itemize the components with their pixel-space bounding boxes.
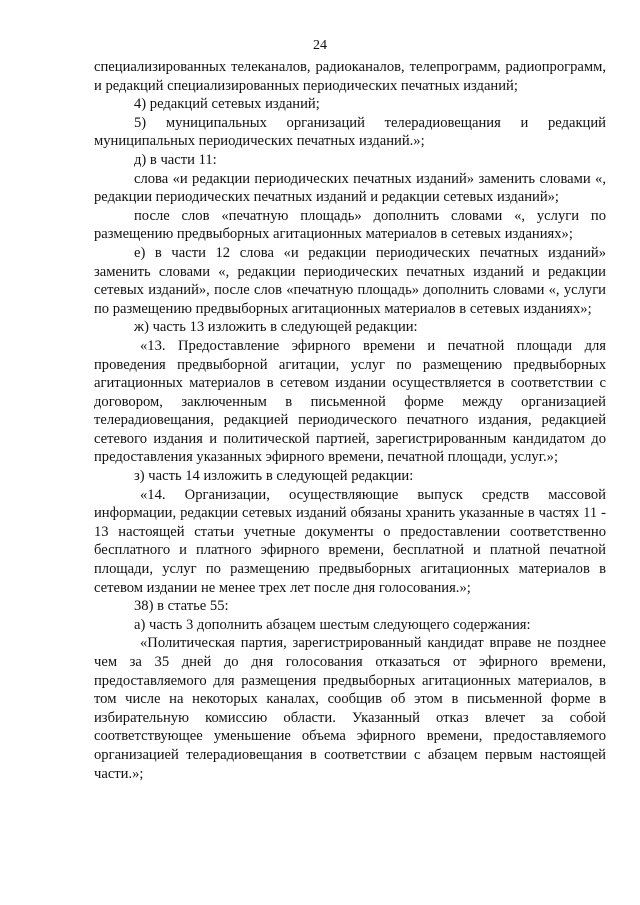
paragraph: специализированных телеканалов, радиоканалов, телепрограмм, радиопрограмм, и редакций специализированных периодических печатных изданий; [94,59,606,94]
paragraph: а) часть 3 дополнить абзацем шестым следующего содержания: [134,616,531,633]
paragraph: 38) в статье 55: [134,598,229,615]
paragraph: 5) муниципальных организаций телерадиовещания и редакций муниципальных периодических печатных изданий.»; [94,114,606,150]
paragraph: з) часть 14 изложить в следующей редакции: [134,468,414,485]
paragraph: после слов «печатную площадь» дополнить словами «, услуги по размещению предвыборных агитационных материалов в сетевых изданиях»; [94,207,606,243]
paragraph: д) в части 11: [134,151,217,168]
quoted-paragraph: «Политическая партия, зарегистрированный кандидат вправе не позднее чем за 35 дней до дня голосования отказаться от эфирного времени, предоставляемого для размещения предвыборных агитационных материалов, в том числе на некоторых каналах, сообщив об этом в письменной форме в избирательную комиссию области. Указанный отказ влечет за собой соответствующее уменьшение объема эфирного времени, предоставляемого организацией телерадиовещания в соответствии с абзацем первым настоящей части.»; [94,635,606,782]
paragraph: 4) редакций сетевых изданий; [134,96,320,113]
document-body [94,58,606,783]
paragraph: слова «и редакции периодических печатных изданий» заменить словами «, редакции периодических печатных изданий и редакции сетевых изданий»; [94,170,606,206]
quoted-paragraph: «14. Организации, осуществляющие выпуск средств массовой информации, редакции сетевых изданий обязаны хранить указанные в частях 11 - 13 настоящей статьи учетные документы о предоставлении соответственно бесплатного и платного эфирного времени, бесплатной и платной печатной площади, услуг по размещению предвыборных агитационных материалов в сетевом издании не менее трех лет после дня голосования.»; [94,486,606,596]
paragraph: е) в части 12 слова «и редакции периодических печатных изданий» заменить словами «, редакции периодических печатных изданий и редакции сетевых изданий», после слов «печатную площадь» дополнить словами «, услуги по размещению предвыборных агитационных материалов в сетевых изданиях»; [94,244,606,317]
quoted-paragraph: «13. Предоставление эфирного времени и печатной площади для проведения предвыборной агитации, услуг по размещению предвыборных агитационных материалов в сетевом издании осуществляется в соответствии с договором, заключенным в письменной форме между организацией телерадиовещания, редакцией периодического печатного издания, редакцией сетевого издания и политической партией, зарегистрированным кандидатом до предоставления указанных эфирного времени, печатной площади, услуг.»; [94,337,606,466]
paragraph: ж) часть 13 изложить в следующей редакции: [134,319,418,336]
page-number: 24 [313,38,327,53]
